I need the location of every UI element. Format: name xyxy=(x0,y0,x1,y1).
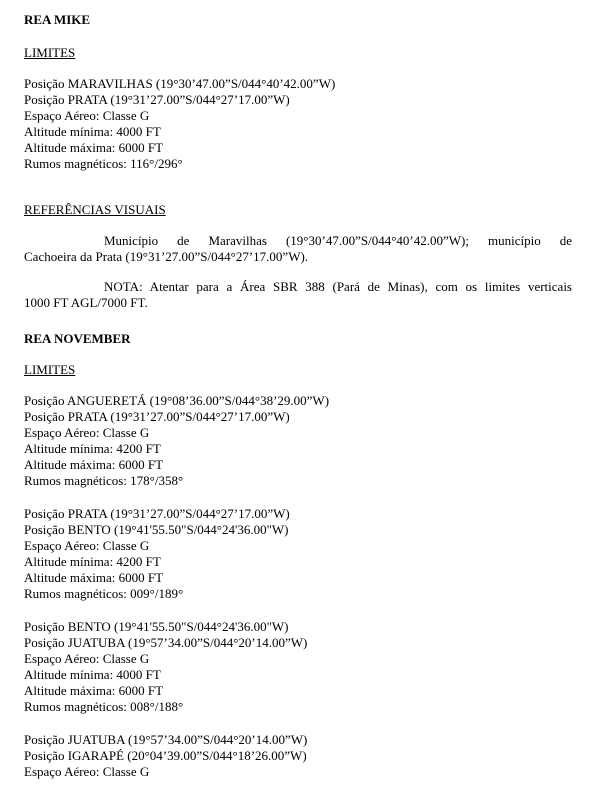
limit-line: Altitude mínima: 4000 FT xyxy=(24,667,161,682)
note-paragraph xyxy=(24,279,572,311)
section-title-rea-november: REA NOVEMBER xyxy=(24,331,131,346)
limit-line: Rumos magnéticos: 178°/358° xyxy=(24,473,184,488)
limit-line: Posição ANGUERETÁ (19°08’36.00”S/044°38’29.00”W) xyxy=(24,393,330,408)
limit-line: Altitude máxima: 6000 FT xyxy=(24,570,164,585)
limit-line: Altitude máxima: 6000 FT xyxy=(24,457,164,472)
limits-subtitle: LIMITES xyxy=(24,45,76,60)
section-title-rea-mike: REA MIKE xyxy=(24,12,91,27)
limit-line: Altitude máxima: 6000 FT xyxy=(24,683,164,698)
limit-line: Altitude mínima: 4200 FT xyxy=(24,554,161,569)
limit-line: Posição BENTO (19°41'55.50"S/044°24'36.00"W) xyxy=(24,522,289,537)
limit-line: Altitude mínima: 4200 FT xyxy=(24,441,161,456)
paragraph-line: NOTA: Atentar para a Área SBR 388 (Pará de Minas), com os limites verticais xyxy=(104,279,572,294)
limit-line: Posição PRATA (19°31’27.00”S/044°27’17.00”W) xyxy=(24,409,290,424)
paragraph-line: Município de Maravilhas (19°30’47.00”S/044°40’42.00”W); município de xyxy=(104,233,572,248)
limit-line: Espaço Aéreo: Classe G xyxy=(24,108,150,123)
limit-line: Altitude mínima: 4000 FT xyxy=(24,124,161,139)
paragraph-line: 1000 FT AGL/7000 FT. xyxy=(24,295,148,311)
limit-line: Posição JUATUBA (19°57’34.00”S/044°20’14.00”W) xyxy=(24,732,308,747)
paragraph-line: Cachoeira da Prata (19°31’27.00”S/044°27’17.00”W). xyxy=(24,249,309,265)
limit-line: Rumos magnéticos: 008°/188° xyxy=(24,699,184,714)
limit-line: Posição JUATUBA (19°57’34.00”S/044°20’14.00”W) xyxy=(24,635,308,650)
limit-line: Espaço Aéreo: Classe G xyxy=(24,764,150,779)
limit-line: Posição BENTO (19°41'55.50"S/044°24'36.00"W) xyxy=(24,619,289,634)
limit-line: Espaço Aéreo: Classe G xyxy=(24,651,150,666)
limit-line: Posição PRATA (19°31’27.00”S/044°27’17.00”W) xyxy=(24,506,290,521)
visual-references-subtitle: REFERÊNCIAS VISUAIS xyxy=(24,202,166,217)
limit-line: Espaço Aéreo: Classe G xyxy=(24,425,150,440)
limits-subtitle: LIMITES xyxy=(24,362,76,377)
limit-line: Espaço Aéreo: Classe G xyxy=(24,538,150,553)
limit-line: Posição MARAVILHAS (19°30’47.00”S/044°40’42.00”W) xyxy=(24,76,336,91)
visual-references-paragraph xyxy=(24,233,572,265)
limit-line: Posição IGARAPÉ (20°04’39.00”S/044°18’26.00”W) xyxy=(24,748,307,763)
limit-line: Rumos magnéticos: 116°/296° xyxy=(24,156,183,171)
limit-line: Altitude máxima: 6000 FT xyxy=(24,140,164,155)
limit-line: Posição PRATA (19°31’27.00”S/044°27’17.00”W) xyxy=(24,92,290,107)
limit-line: Rumos magnéticos: 009°/189° xyxy=(24,586,184,601)
